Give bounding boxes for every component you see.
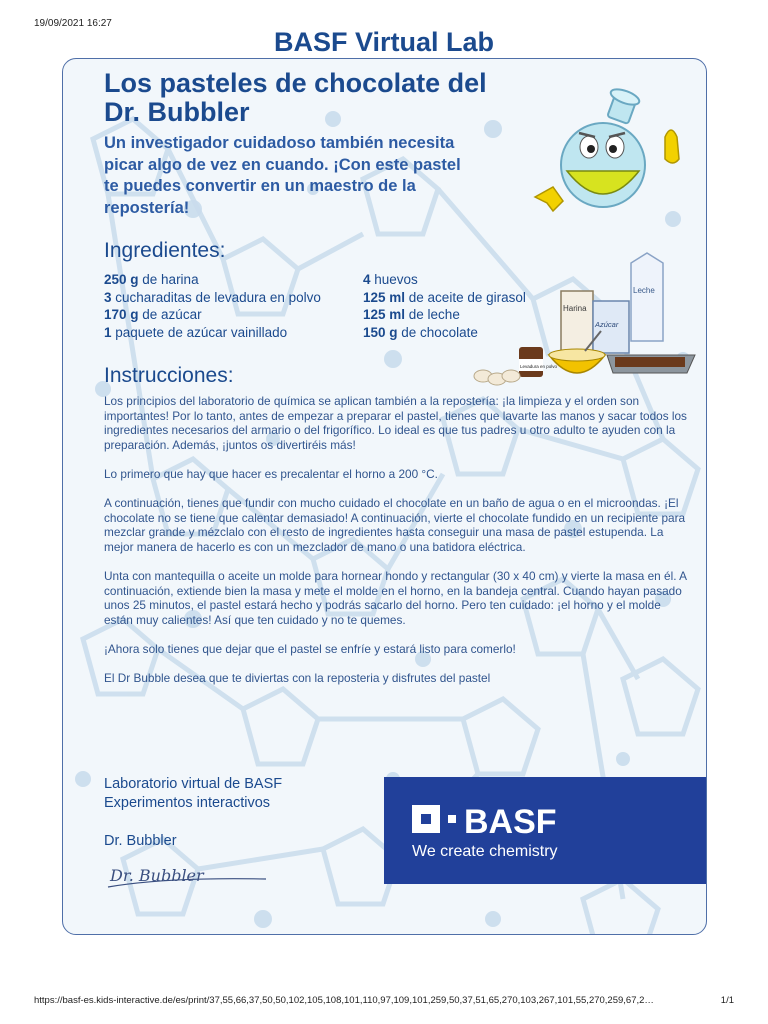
ingredient-qty: 150 g	[363, 324, 398, 340]
lab-credit-line1: Laboratorio virtual de BASF	[104, 776, 283, 792]
instruction-paragraph: A continuación, tienes que fundir con mucho cuidado el chocolate en un baño de agua o en el microondas. ¡El chocolate no se tiene que calentar demasiado! A continuación, vierte el chocolate fundido en un recipiente para mezclar grande y mézclalo con el resto de ingredientes hasta conseguir una masa de pastel estupenda. La mejor manera de hacerlo es con un mezclador de mano o una batidora eléctrica.	[104, 496, 686, 554]
instruction-paragraph: Lo primero que hay que hacer es precalentar el horno a 200 °C.	[104, 466, 438, 481]
ingredient-qty: 4	[363, 272, 371, 287]
ingredient-item	[104, 306, 321, 324]
ingredient-qty: 125 ml	[363, 307, 406, 322]
ingredients-heading: Ingredientes:	[104, 239, 226, 262]
signature-text: Dr. Bubbler	[110, 866, 204, 885]
yeast-label: Levadura en polvo	[520, 364, 558, 369]
milk-label: Leche	[633, 286, 655, 295]
ingredient-item	[104, 271, 321, 289]
ingredient-qty: 170 g	[104, 307, 139, 322]
recipe-title-line2: Dr. Bubbler	[104, 97, 250, 127]
lab-credit-line2: Experimentos interactivos	[104, 794, 271, 811]
lab-credit	[104, 775, 282, 812]
ingredient-name: de harina	[138, 272, 199, 287]
ingredient-qty: 3	[104, 289, 112, 305]
instruction-paragraph: Unta con mantequilla o aceite un molde para hornear hondo y rectangular (30 x 40 cm) y vierte la masa en él. A continuación, extiende bien la masa y mete el molde en el horno, en la bandeja central. Cuando hayan pasado unos 25 minutos, el pastel estará hecho y podrás sacarlo del horno. Pero ten cuidado: ¡el horno y el molde están muy calientes! Así que ten cuidado y no te quemes.	[104, 569, 687, 627]
ingredient-item	[104, 324, 321, 342]
flour-label: Harina	[563, 304, 587, 313]
ingredient-qty: 125 ml	[363, 289, 406, 305]
subtitle-line: te puedes convertir en un maestro de la	[104, 177, 416, 195]
recipe-title-line1: Los pasteles de chocolate del	[104, 68, 487, 98]
subtitle-line: picar algo de vez en cuando. ¡Con este pastel	[104, 155, 461, 174]
instructions-heading: Instrucciones:	[104, 364, 234, 387]
baking-ingredients-illustration-icon	[473, 251, 703, 396]
recipe-subtitle	[104, 133, 504, 219]
basf-brand-panel	[384, 777, 706, 884]
instruction-paragraph: Los principios del laboratorio de química se aplican también a la repostería: ¡la limpieza y el orden son importantes! Por lo tanto, antes de empezar a preparar el pastel, tienes que lavarte las manos y sacar todos los ingredientes necesarios del armario o del frigorífico. Lo ideal es que tus padres u otro adulto te ayuden con la preparación. Además, ¡juntos os divertiréis más!	[104, 394, 687, 452]
instruction-paragraph: El Dr Bubble desea que te diviertas con la reposteria y disfrutes del pastel	[104, 671, 491, 686]
author-name: Dr. Bubbler	[104, 833, 177, 849]
ingredient-qty: 1	[104, 324, 112, 340]
print-page-number: 1/1	[720, 995, 734, 1006]
print-title: BASF Virtual Lab	[273, 27, 495, 57]
sugar-label: Azúcar	[595, 320, 619, 329]
ingredients-list-left	[104, 271, 321, 341]
basf-tagline: We create chemistry	[412, 843, 558, 860]
print-url: https://basf-es.kids-interactive.de/es/print/37,55,66,37,50,50,102,105,108,101,110,97,109,101,259,50,37,51,65,270,103,267,101,55,270,259,67,2…	[34, 995, 654, 1006]
recipe-title	[104, 69, 554, 127]
ingredient-name: huevos	[370, 272, 418, 287]
ingredient-name: de azúcar	[138, 307, 202, 322]
ingredient-name: paquete de azúcar vainillado	[111, 324, 288, 340]
subtitle-line: repostería!	[104, 198, 190, 217]
basf-logo-icon	[412, 802, 612, 838]
subtitle-line: Un investigador cuidadoso también necesita	[104, 134, 455, 152]
instruction-paragraph: ¡Ahora solo tienes que dejar que el pastel se enfríe y estará listo para comerlo!	[104, 642, 516, 657]
ingredient-qty: 250 g	[104, 272, 139, 287]
handwritten-signature	[106, 857, 276, 893]
instructions-body	[104, 394, 689, 700]
dr-bubbler-mascot-icon	[531, 85, 691, 225]
print-footer	[0, 995, 768, 1009]
ingredient-item	[104, 289, 321, 307]
recipe-card	[62, 58, 707, 935]
ingredient-name: de leche	[405, 307, 460, 322]
ingredient-name: de aceite de girasol	[405, 289, 526, 305]
card-content	[63, 59, 707, 935]
print-date: 19/09/2021 16:27	[34, 18, 112, 29]
basf-logo-text: BASF	[464, 803, 557, 838]
ingredient-name: cucharaditas de levadura en polvo	[111, 289, 321, 305]
print-header	[0, 18, 768, 57]
ingredient-name: de chocolate	[397, 324, 478, 340]
